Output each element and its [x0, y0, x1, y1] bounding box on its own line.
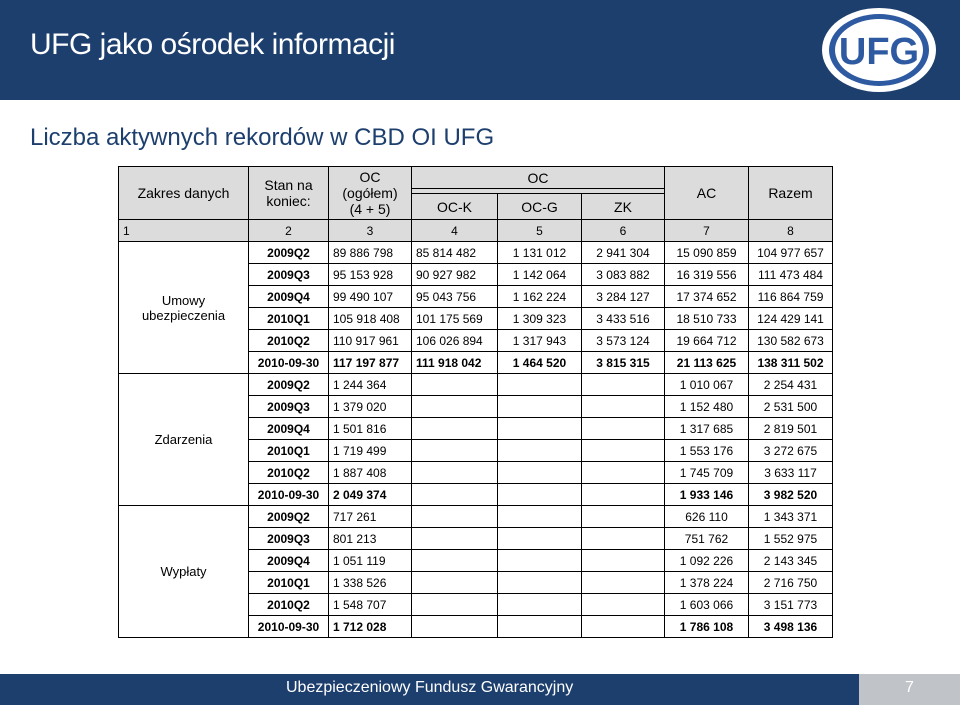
razem-cell: 2 716 750: [749, 572, 833, 594]
column-number: 1: [119, 220, 249, 242]
oc-total-cell: 717 261: [329, 506, 412, 528]
oc-g-cell: 1 309 323: [498, 308, 582, 330]
page-number-box: [859, 674, 960, 705]
zk-cell: [582, 550, 665, 572]
header-oc-group: OC: [412, 167, 665, 189]
oc-k-cell: [412, 484, 498, 506]
header-oc-line2: (ogółem): [342, 185, 398, 201]
period-cell: 2010Q1: [249, 440, 329, 462]
ac-cell: 1 745 709: [665, 462, 749, 484]
ac-cell: 1 152 480: [665, 396, 749, 418]
razem-cell: 3 498 136: [749, 616, 833, 638]
zk-cell: 3 573 124: [582, 330, 665, 352]
period-cell: 2009Q3: [249, 396, 329, 418]
ac-cell: 1 603 066: [665, 594, 749, 616]
period-cell: 2009Q3: [249, 264, 329, 286]
oc-total-cell: 1 051 119: [329, 550, 412, 572]
oc-k-cell: 101 175 569: [412, 308, 498, 330]
period-cell: 2009Q4: [249, 418, 329, 440]
zk-cell: [582, 374, 665, 396]
oc-total-cell: 105 918 408: [329, 308, 412, 330]
column-number: 5: [498, 220, 582, 242]
table-body: [119, 242, 833, 638]
zk-cell: 3 433 516: [582, 308, 665, 330]
oc-k-cell: 85 814 482: [412, 242, 498, 264]
razem-cell: 1 343 371: [749, 506, 833, 528]
zk-cell: [582, 418, 665, 440]
oc-total-cell: 1 719 499: [329, 440, 412, 462]
header-ocg: OC-G: [498, 194, 582, 220]
period-cell: 2010-09-30: [249, 484, 329, 506]
column-number: 4: [412, 220, 498, 242]
header-ac: AC: [665, 167, 749, 220]
oc-k-cell: [412, 572, 498, 594]
footer-text: Ubezpieczeniowy Fundusz Gwarancyjny: [286, 679, 574, 696]
oc-g-cell: [498, 374, 582, 396]
oc-total-cell: 1 712 028: [329, 616, 412, 638]
ac-cell: 1 378 224: [665, 572, 749, 594]
zk-cell: [582, 572, 665, 594]
oc-total-cell: 89 886 798: [329, 242, 412, 264]
ac-cell: 19 664 712: [665, 330, 749, 352]
oc-g-cell: [498, 396, 582, 418]
razem-cell: 124 429 141: [749, 308, 833, 330]
oc-k-cell: [412, 528, 498, 550]
oc-total-cell: 801 213: [329, 528, 412, 550]
razem-cell: 111 473 484: [749, 264, 833, 286]
zk-cell: [582, 528, 665, 550]
table-row: [119, 506, 833, 528]
column-number: 2: [249, 220, 329, 242]
period-cell: 2010Q1: [249, 572, 329, 594]
oc-k-cell: [412, 594, 498, 616]
records-table: [118, 166, 833, 638]
oc-k-cell: [412, 396, 498, 418]
oc-k-cell: [412, 440, 498, 462]
oc-k-cell: [412, 616, 498, 638]
ac-cell: 1 010 067: [665, 374, 749, 396]
period-cell: 2010-09-30: [249, 352, 329, 374]
oc-total-cell: 1 244 364: [329, 374, 412, 396]
oc-k-cell: 90 927 982: [412, 264, 498, 286]
period-cell: 2010Q2: [249, 330, 329, 352]
ac-cell: 15 090 859: [665, 242, 749, 264]
oc-total-cell: 1 379 020: [329, 396, 412, 418]
ac-cell: 18 510 733: [665, 308, 749, 330]
oc-g-cell: [498, 484, 582, 506]
oc-k-cell: [412, 418, 498, 440]
header-oc-line3: (4 + 5): [349, 201, 391, 217]
period-cell: 2009Q2: [249, 242, 329, 264]
oc-total-cell: 1 887 408: [329, 462, 412, 484]
ufg-logo: [820, 6, 938, 94]
oc-total-cell: 110 917 961: [329, 330, 412, 352]
oc-g-cell: [498, 440, 582, 462]
header-ock: OC-K: [412, 194, 498, 220]
oc-g-cell: [498, 550, 582, 572]
column-numbers-row: [119, 220, 833, 242]
razem-cell: 3 151 773: [749, 594, 833, 616]
razem-cell: 138 311 502: [749, 352, 833, 374]
oc-k-cell: [412, 550, 498, 572]
zk-cell: 2 941 304: [582, 242, 665, 264]
razem-cell: 116 864 759: [749, 286, 833, 308]
oc-k-cell: [412, 374, 498, 396]
ac-cell: 1 553 176: [665, 440, 749, 462]
header-oc-line1: OC: [359, 169, 381, 185]
zk-cell: [582, 484, 665, 506]
oc-g-cell: [498, 572, 582, 594]
razem-cell: 104 977 657: [749, 242, 833, 264]
oc-g-cell: [498, 594, 582, 616]
zk-cell: [582, 506, 665, 528]
ac-cell: 626 110: [665, 506, 749, 528]
period-cell: 2009Q2: [249, 506, 329, 528]
razem-cell: 2 254 431: [749, 374, 833, 396]
column-number: 6: [582, 220, 665, 242]
ac-cell: 1 786 108: [665, 616, 749, 638]
oc-g-cell: [498, 528, 582, 550]
oc-k-cell: 111 918 042: [412, 352, 498, 374]
oc-g-cell: 1 317 943: [498, 330, 582, 352]
oc-g-cell: [498, 418, 582, 440]
zk-cell: [582, 462, 665, 484]
header-stan-line1: Stan na: [264, 177, 313, 193]
oc-total-cell: 1 548 707: [329, 594, 412, 616]
period-cell: 2010Q2: [249, 594, 329, 616]
section-label: Umowy ubezpieczenia: [119, 242, 249, 374]
razem-cell: 1 552 975: [749, 528, 833, 550]
razem-cell: 2 143 345: [749, 550, 833, 572]
table-row: [119, 374, 833, 396]
oc-g-cell: 1 131 012: [498, 242, 582, 264]
section-label: Zdarzenia: [119, 374, 249, 506]
header-oc-total: [329, 167, 412, 220]
oc-g-cell: 1 162 224: [498, 286, 582, 308]
section-label: Wypłaty: [119, 506, 249, 638]
oc-g-cell: [498, 462, 582, 484]
oc-total-cell: 1 501 816: [329, 418, 412, 440]
razem-cell: 130 582 673: [749, 330, 833, 352]
oc-k-cell: [412, 506, 498, 528]
ac-cell: 1 933 146: [665, 484, 749, 506]
header-zakres: Zakres danych: [119, 167, 249, 220]
oc-g-cell: [498, 506, 582, 528]
ac-cell: 1 317 685: [665, 418, 749, 440]
oc-total-cell: 117 197 877: [329, 352, 412, 374]
header-zk: ZK: [582, 194, 665, 220]
razem-cell: 3 272 675: [749, 440, 833, 462]
column-number: 3: [329, 220, 412, 242]
oc-k-cell: [412, 462, 498, 484]
table-row: [119, 242, 833, 264]
period-cell: 2009Q3: [249, 528, 329, 550]
logo-text: UFG: [838, 31, 920, 73]
razem-cell: 3 982 520: [749, 484, 833, 506]
oc-total-cell: 1 338 526: [329, 572, 412, 594]
zk-cell: [582, 616, 665, 638]
oc-g-cell: 1 142 064: [498, 264, 582, 286]
header-stan-line2: koniec:: [266, 193, 311, 209]
oc-total-cell: 2 049 374: [329, 484, 412, 506]
ac-cell: 17 374 652: [665, 286, 749, 308]
period-cell: 2010Q2: [249, 462, 329, 484]
slide-header: [0, 0, 960, 100]
zk-cell: [582, 594, 665, 616]
zk-cell: 3 284 127: [582, 286, 665, 308]
column-number: 8: [749, 220, 833, 242]
zk-cell: 3 083 882: [582, 264, 665, 286]
period-cell: 2009Q2: [249, 374, 329, 396]
zk-cell: [582, 396, 665, 418]
oc-total-cell: 99 490 107: [329, 286, 412, 308]
period-cell: 2009Q4: [249, 550, 329, 572]
header-row-1: [119, 167, 833, 189]
ac-cell: 751 762: [665, 528, 749, 550]
razem-cell: 2 819 501: [749, 418, 833, 440]
ac-cell: 1 092 226: [665, 550, 749, 572]
oc-total-cell: 95 153 928: [329, 264, 412, 286]
slide-subtitle: Liczba aktywnych rekordów w CBD OI UFG: [30, 124, 495, 151]
zk-cell: 3 815 315: [582, 352, 665, 374]
oc-g-cell: 1 464 520: [498, 352, 582, 374]
period-cell: 2010Q1: [249, 308, 329, 330]
oc-k-cell: 95 043 756: [412, 286, 498, 308]
page-number: 7: [905, 679, 914, 696]
razem-cell: 3 633 117: [749, 462, 833, 484]
period-cell: 2009Q4: [249, 286, 329, 308]
oc-g-cell: [498, 616, 582, 638]
oc-k-cell: 106 026 894: [412, 330, 498, 352]
ac-cell: 21 113 625: [665, 352, 749, 374]
ac-cell: 16 319 556: [665, 264, 749, 286]
slide-title: UFG jako ośrodek informacji: [30, 28, 395, 61]
slide-footer: [0, 674, 960, 705]
zk-cell: [582, 440, 665, 462]
column-number: 7: [665, 220, 749, 242]
header-stan: [249, 167, 329, 220]
razem-cell: 2 531 500: [749, 396, 833, 418]
period-cell: 2010-09-30: [249, 616, 329, 638]
header-razem: Razem: [749, 167, 833, 220]
